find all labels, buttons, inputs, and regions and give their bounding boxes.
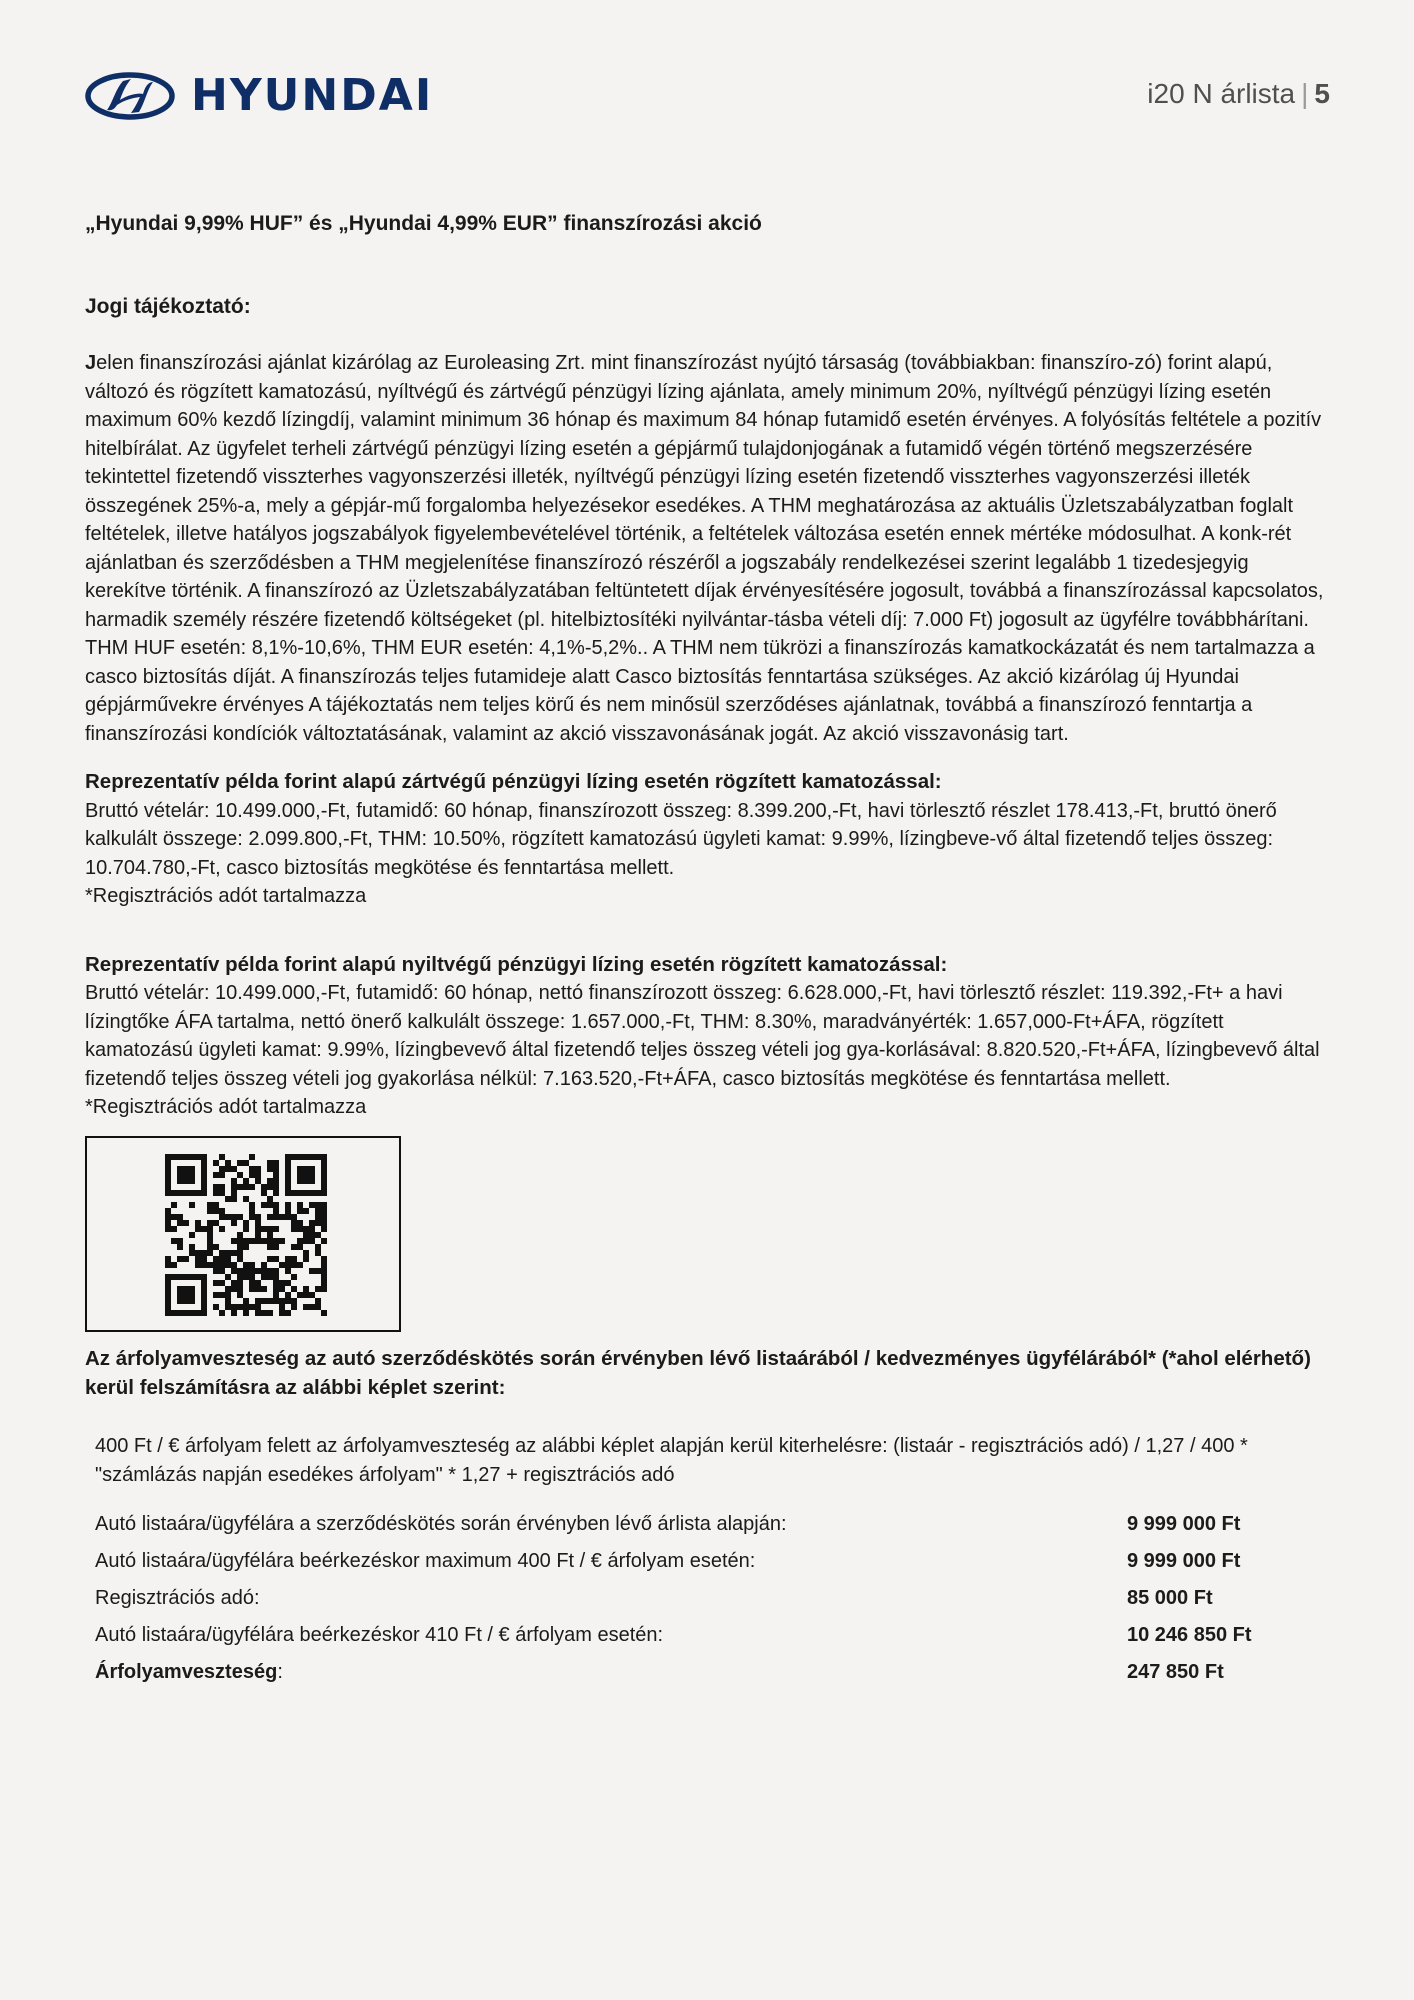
hyundai-logo: [85, 72, 433, 120]
example-closed-note: *Regisztrációs adót tartalmazza: [85, 885, 367, 907]
row-value: 85 000 Ft: [1127, 1586, 1213, 1609]
table-row: [85, 1580, 1330, 1617]
table-row: [85, 1506, 1330, 1543]
total-row: [85, 1654, 1330, 1691]
row-value: 10 246 850 Ft: [1127, 1623, 1252, 1646]
label-separator: |: [1301, 78, 1309, 109]
row-label: Autó listaára/ügyfélára beérkezéskor 410 Ft / € árfolyam esetén:: [95, 1623, 664, 1646]
table-row: [85, 1617, 1330, 1654]
example-closed-title: Reprezentatív példa forint alapú zártvégű pénzügyi lízing esetén rögzített kamatozással:: [85, 770, 942, 793]
main-content: [85, 210, 1330, 1691]
hyundai-emblem-icon: [85, 72, 175, 120]
legal-text: elen finanszírozási ajánlat kizárólag az Euroleasing Zrt. mint finanszírozást nyújtó társaság (továbbiakban: finanszíro-zó) forint alapú, változó és rögzített kamatozású, nyíltvégű és zártvégű pénzügyi lízing ajánlata, amely minimum 20%, nyíltvégű pénzügyi lízing esetén maximum 60% kezdő lízingdíj, valamint minimum 36 hónap és maximum 84 hónap futamidő esetén érvényes. A folyósítás feltétele a pozitív hitelbírálat. Az ügyfelet terheli zártvégű pénzügyi lízing esetén a gépjármű tulajdonjogának a futamidő végén történő megszerzésére tekintettel fizetendő visszterhes vagyonszerzési illeték, nyíltvégű pénzügyi lízing esetén fizetendő visszterhes vagyonszerzési illeték összegének 25%-a, mely a gépjár-mű forgalomba helyezésekor esedékes. A THM meghatározása az aktuális Üzletszabályzatban foglalt feltételek, illetve hatályos jogszabályok figyelembevételével történik, a feltételek változása esetén ennek mértéke módosulhat. A konk-rét ajánlatban és szerződésben a THM megjelenítése finanszírozó részéről a jogszabály rendelkezései szerint legalább 1 tizedesjegyig kerekítve történik. A finanszírozó az Üzletszabályzatában feltüntetett díjak érvényesítésére jogosult, továbbá a finanszírozással kapcsolatos, harmadik személy részére fizetendő költségeket (pl. hitelbiztosítéki nyilvántar-tásba vételi díj: 7.000 Ft) jogosult az ügyfélre továbbhárítani. THM HUF esetén: 8,1%-10,6%, THM EUR esetén: 4,1%-5,2%.. A THM nem tükrözi a finanszírozás kamatkockázatát és nem tartalmazza a casco biztosítás díját. A finanszírozás teljes futamideje alatt Casco biztosítás fenntartása szükséges. Az akció kizárólag új Hyundai gépjárművekre érvényes A tájékoztatás nem teljes körű és nem minősül szerződéses ajánlatnak, továbbá a finanszírozó fenntartja a finanszírozási kondíciók változtatásának, valamint az akció visszavonásának jogát. Az akció visszavonásig tart.: [85, 352, 1324, 745]
exchange-loss-title: Az árfolyamveszteség az autó szerződéskötés során érvényben lévő listaárából / kedvezményes ügyfélárából* (*ahol elérhető) kerül felszámításra az alábbi képlet szerint:: [85, 1346, 1311, 1399]
row-value: 9 999 000 Ft: [1127, 1512, 1241, 1535]
example-open-note: *Regisztrációs adót tartalmazza: [85, 1096, 367, 1118]
total-value: 247 850 Ft: [1127, 1660, 1224, 1683]
example-open-body: Bruttó vételár: 10.499.000,-Ft, futamidő: 60 hónap, nettó finanszírozott összeg: 6.628.000,-Ft, havi törlesztő részlet: 119.392,-Ft+ a havi lízingtőke ÁFA tartalma, nettó önerő kalkulált összege: 1.657.000,-Ft, THM: 8.30%, maradványérték: 1.657,000-Ft+ÁFA, rögzített kamatozású ügyleti kamat: 9.99%, lízingbevevő által fizetendő teljes összeg vételi jog gya-korlásával: 8.820.520,-Ft+ÁFA, lízingbevevő által fizetendő teljes összeg vételi jog gyakorlása nélkül: 7.163.520,-Ft+ÁFA, casco biztosítás megkötése és fenntartása mellett.: [85, 982, 1320, 1090]
total-colon: :: [277, 1660, 283, 1683]
legal-heading: Jogi tájékoztató:: [85, 295, 251, 318]
exchange-loss-formula: 400 Ft / € árfolyam felett az árfolyamveszteség az alábbi képlet alapján kerül kiterhelésre: (listaár - regisztrációs adó) / 1,27 / 400 * "számlázás napján esedékes árfolyam" * 1,27 + regisztrációs adó: [95, 1434, 1248, 1486]
row-label: Autó listaára/ügyfélára a szerződéskötés során érvényben lévő árlista alapján:: [95, 1512, 787, 1535]
qr-code-frame: [85, 1136, 401, 1332]
brand-wordmark: HYUNDAI: [191, 70, 434, 121]
table-row: [85, 1543, 1330, 1580]
exchange-loss-table: [85, 1506, 1330, 1691]
page-title: „Hyundai 9,99% HUF” és „Hyundai 4,99% EUR” finanszírozási akció: [85, 212, 762, 235]
example-closed-body: Bruttó vételár: 10.499.000,-Ft, futamidő: 60 hónap, finanszírozott összeg: 8.399.200,-Ft, havi törlesztő részlet 178.413,-Ft, bruttó önerő kalkulált összege: 2.099.800,-Ft, THM: 10.50%, rögzített kamatozású ügyleti kamat: 9.99%, lízingbeve-vő által fizetendő teljes összeg: 10.704.780,-Ft, casco biztosítás megkötése és fenntartása mellett.: [85, 799, 1277, 879]
legal-first-letter: J: [85, 352, 97, 374]
page-label: [1147, 80, 1330, 108]
legal-paragraph: [85, 349, 1330, 748]
example-open-title: Reprezentatív példa forint alapú nyiltvégű pénzügyi lízing esetén rögzített kamatozással:: [85, 952, 948, 976]
doc-label: i20 N árlista: [1147, 78, 1296, 109]
total-label: Árfolyamveszteség: [95, 1660, 278, 1683]
page-header: [85, 72, 1330, 126]
row-value: 9 999 000 Ft: [1127, 1549, 1241, 1572]
row-label: Regisztrációs adó:: [95, 1586, 260, 1609]
page-number: 5: [1314, 78, 1330, 109]
row-label: Autó listaára/ügyfélára beérkezéskor maximum 400 Ft / € árfolyam esetén:: [95, 1549, 756, 1572]
qr-code-icon[interactable]: [165, 1154, 327, 1316]
total-label-wrap: [85, 1661, 1127, 1684]
